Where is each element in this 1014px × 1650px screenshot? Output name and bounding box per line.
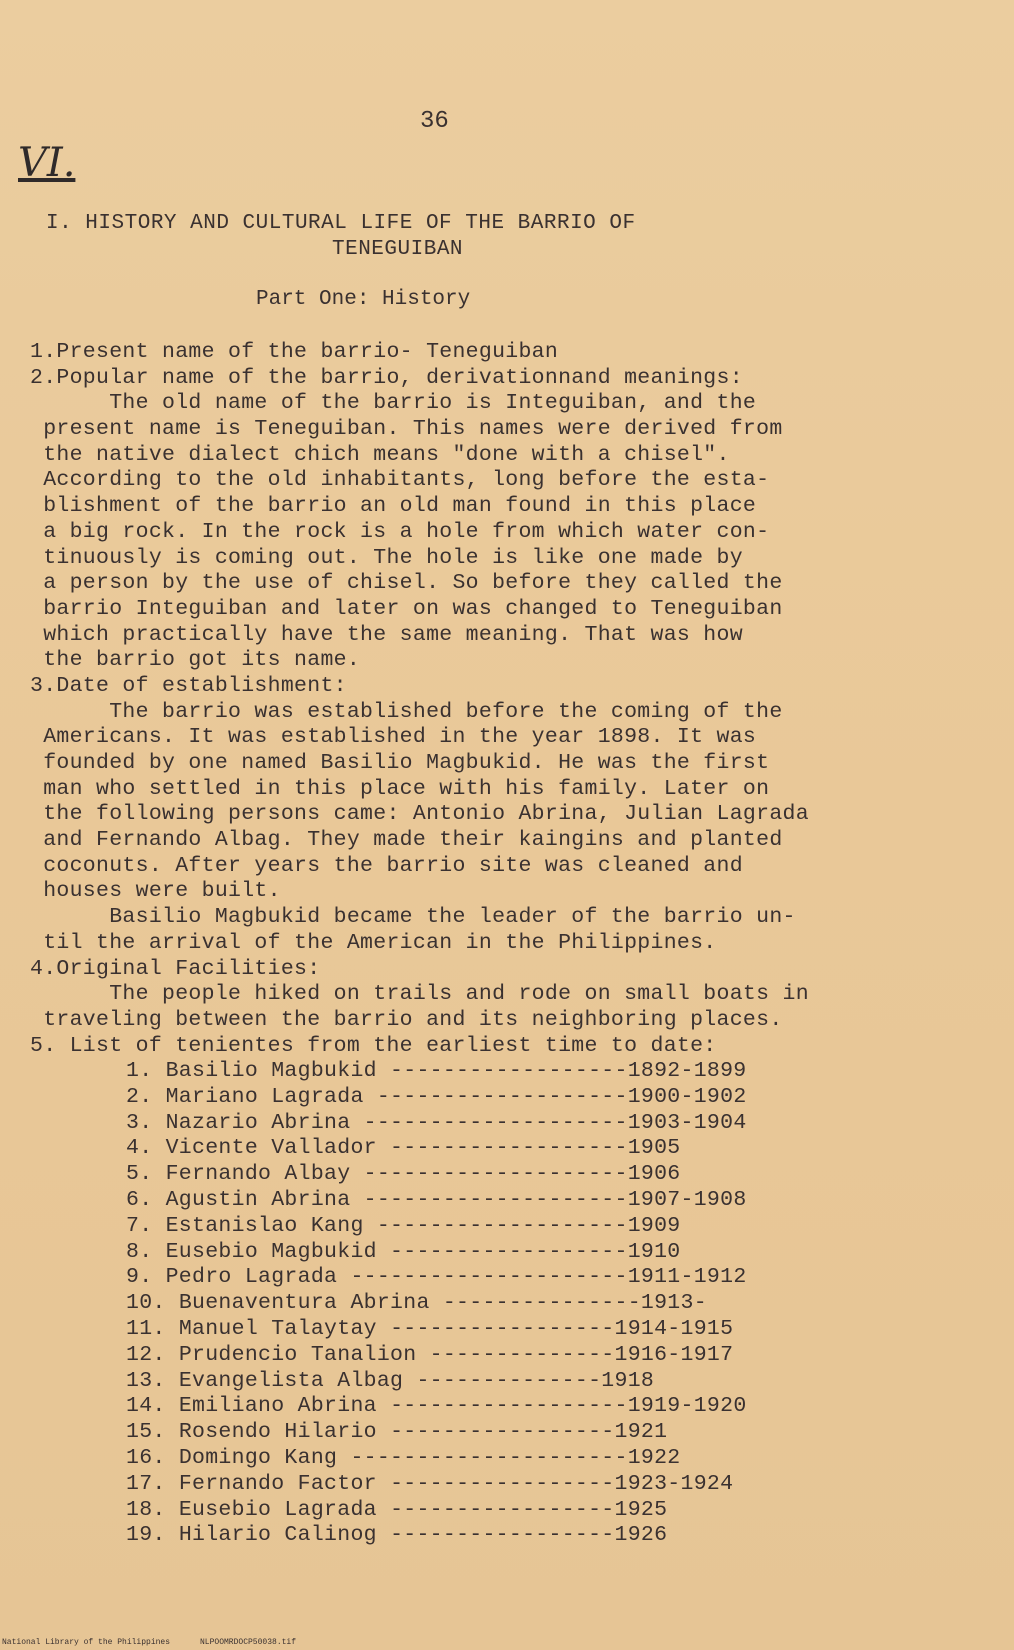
teniente-leader-dashes: ----------------- [390,1316,615,1341]
teniente-name: Eusebio Magbukid [165,1239,377,1264]
teniente-name: Mariano Lagrada [165,1084,364,1109]
teniente-years: 1892-1899 [627,1059,747,1083]
teniente-name: Prudencio Tanalion [178,1342,417,1367]
body-text [30,340,990,1059]
teniente-row [126,1291,747,1317]
teniente-row [126,1394,747,1420]
teniente-row [126,1136,747,1162]
teniente-row [126,1111,747,1137]
teniente-years: 1921 [614,1420,668,1445]
teniente-row [126,1059,747,1085]
teniente-years: 1900-1902 [627,1084,747,1109]
teniente-years: 1903-1904 [627,1110,747,1135]
teniente-name: Vicente Vallador [165,1136,377,1161]
teniente-name: Estanislao Kang [165,1213,364,1238]
body-line: til the arrival of the American in the Philippines. [30,930,717,955]
teniente-leader-dashes: ----------------- [390,1497,615,1522]
teniente-leader-dashes: ------------------ [390,1239,628,1264]
teniente-leader-dashes: -------------- [429,1342,615,1367]
teniente-row [126,1472,747,1498]
teniente-years: 1919-1920 [627,1394,747,1419]
teniente-row [126,1498,747,1524]
teniente-years: 1925 [614,1497,668,1522]
teniente-name: Domingo Kang [178,1445,338,1470]
teniente-number: 4. [126,1136,153,1161]
teniente-leader-dashes: -------------- [416,1368,602,1393]
tenientes-list [126,1059,747,1549]
teniente-row [126,1317,747,1343]
teniente-row [126,1240,747,1266]
teniente-name: Evangelista Albag [178,1368,404,1393]
body-line: 2.Popular name of the barrio, derivationnand meanings: [30,365,743,390]
teniente-row [126,1162,747,1188]
teniente-number: 8. [126,1239,153,1264]
teniente-name: Nazario Abrina [165,1110,351,1135]
body-line: tinuously is coming out. The hole is like one made by [30,545,743,570]
page-number: 36 [420,108,449,135]
teniente-name: Fernando Albay [165,1162,351,1187]
teniente-leader-dashes: -------------------- [363,1162,628,1187]
teniente-number: 6. [126,1187,153,1212]
body-line: a person by the use of chisel. So before they called the [30,571,783,596]
teniente-years: 1907-1908 [627,1187,747,1212]
body-line: The barrio was established before the coming of the [30,699,783,724]
teniente-number: 18. [126,1497,166,1522]
teniente-years: 1923-1924 [614,1471,734,1496]
teniente-name: Rosendo Hilario [178,1420,377,1445]
body-line: 5. List of tenientes from the earliest time to date: [30,1033,717,1058]
teniente-row [126,1446,747,1472]
teniente-leader-dashes: --------------------- [350,1265,628,1290]
teniente-years: 1909 [627,1213,681,1238]
teniente-leader-dashes: ----------------- [390,1420,615,1445]
footer-library: National Library of the Philippines [2,1638,171,1647]
body-line: blishment of the barrio an old man found in this place [30,494,757,519]
body-line: The people hiked on trails and rode on small boats in [30,982,809,1007]
teniente-number: 3. [126,1110,153,1135]
teniente-name: Buenaventura Abrina [178,1291,430,1316]
body-line: coconuts. After years the barrio site was cleaned and [30,853,743,878]
teniente-name: Agustin Abrina [165,1187,351,1212]
teniente-row [126,1523,747,1549]
teniente-leader-dashes: ----------------- [390,1523,615,1548]
teniente-number: 10. [126,1291,166,1316]
teniente-years: 1914-1915 [614,1316,734,1341]
teniente-years: 1922 [627,1445,681,1470]
title-line-1: I. HISTORY AND CULTURAL LIFE OF THE BARRIO OF [46,212,636,235]
teniente-number: 15. [126,1420,166,1445]
body-line: the following persons came: Antonio Abrina, Julian Lagrada [30,802,809,827]
teniente-leader-dashes: ------------------ [390,1059,628,1083]
teniente-leader-dashes: ------------------ [390,1394,628,1419]
teniente-name: Hilario Calinog [178,1523,377,1548]
teniente-number: 2. [126,1084,153,1109]
teniente-number: 7. [126,1213,153,1238]
body-line: present name is Teneguiban. This names were derived from [30,417,783,442]
teniente-name: Emiliano Abrina [178,1394,377,1419]
teniente-number: 11. [126,1316,166,1341]
teniente-row [126,1343,747,1369]
body-line: traveling between the barrio and its neighboring places. [30,1007,783,1032]
section-mark: VI. [18,140,76,186]
teniente-years: 1913- [640,1291,707,1316]
teniente-name: Pedro Lagrada [165,1265,338,1290]
teniente-number: 9. [126,1265,153,1290]
body-line: Basilio Magbukid became the leader of the barrio un- [30,905,796,930]
teniente-years: 1910 [627,1239,681,1264]
teniente-name: Basilio Magbukid [165,1059,377,1083]
body-line: The old name of the barrio is Integuiban, and the [30,391,757,416]
body-line: which practically have the same meaning. That was how [30,622,743,647]
teniente-number: 17. [126,1471,166,1496]
body-line: 1.Present name of the barrio- Teneguiban [30,340,559,364]
teniente-number: 13. [126,1368,166,1393]
body-line: the barrio got its name. [30,648,361,673]
body-line: Americans. It was established in the year 1898. It was [30,725,757,750]
body-line: founded by one named Basilio Magbukid. He was the first [30,751,770,775]
body-line: man who settled in this place with his family. Later on [30,776,770,801]
teniente-leader-dashes: ------------------ [390,1136,628,1161]
teniente-row [126,1369,747,1395]
teniente-leader-dashes: ------------------- [376,1084,628,1109]
body-line: 3.Date of establishment: [30,673,347,698]
teniente-name: Fernando Factor [178,1471,377,1496]
body-line: the native dialect chich means "done with a chisel". [30,442,730,467]
teniente-row [126,1085,747,1111]
teniente-row [126,1265,747,1291]
teniente-number: 12. [126,1342,166,1367]
body-line: houses were built. [30,879,281,904]
body-line: 4.Original Facilities: [30,956,321,981]
body-line: a big rock. In the rock is a hole from which water con- [30,519,770,544]
body-line: barrio Integuiban and later on was changed to Teneguiban [30,596,783,621]
teniente-years: 1911-1912 [627,1265,747,1290]
teniente-years: 1918 [601,1368,655,1393]
teniente-leader-dashes: -------------------- [363,1110,628,1135]
teniente-name: Eusebio Lagrada [178,1497,377,1522]
teniente-row [126,1420,747,1446]
teniente-leader-dashes: --------------------- [350,1445,628,1470]
teniente-number: 5. [126,1162,153,1187]
teniente-number: 19. [126,1523,166,1548]
teniente-leader-dashes: -------------------- [363,1187,628,1212]
teniente-leader-dashes: --------------- [442,1291,641,1316]
teniente-years: 1916-1917 [614,1342,734,1367]
teniente-number: 1. [126,1059,153,1083]
teniente-number: 14. [126,1394,166,1419]
part-subtitle: Part One: History [256,288,471,311]
teniente-years: 1926 [614,1523,668,1548]
body-line: and Fernando Albag. They made their kaingins and planted [30,828,783,853]
title-line-2: TENEGUIBAN [332,238,464,261]
teniente-row [126,1214,747,1240]
footer-filename: NLPOOMRDOCP50038.tif [200,1638,297,1647]
teniente-years: 1905 [627,1136,681,1161]
body-line: According to the old inhabitants, long before the esta- [30,468,770,493]
teniente-years: 1906 [627,1162,681,1187]
teniente-name: Manuel Talaytay [178,1316,377,1341]
teniente-number: 16. [126,1445,166,1470]
teniente-leader-dashes: ----------------- [390,1471,615,1496]
teniente-leader-dashes: ------------------- [376,1213,628,1238]
teniente-row [126,1188,747,1214]
